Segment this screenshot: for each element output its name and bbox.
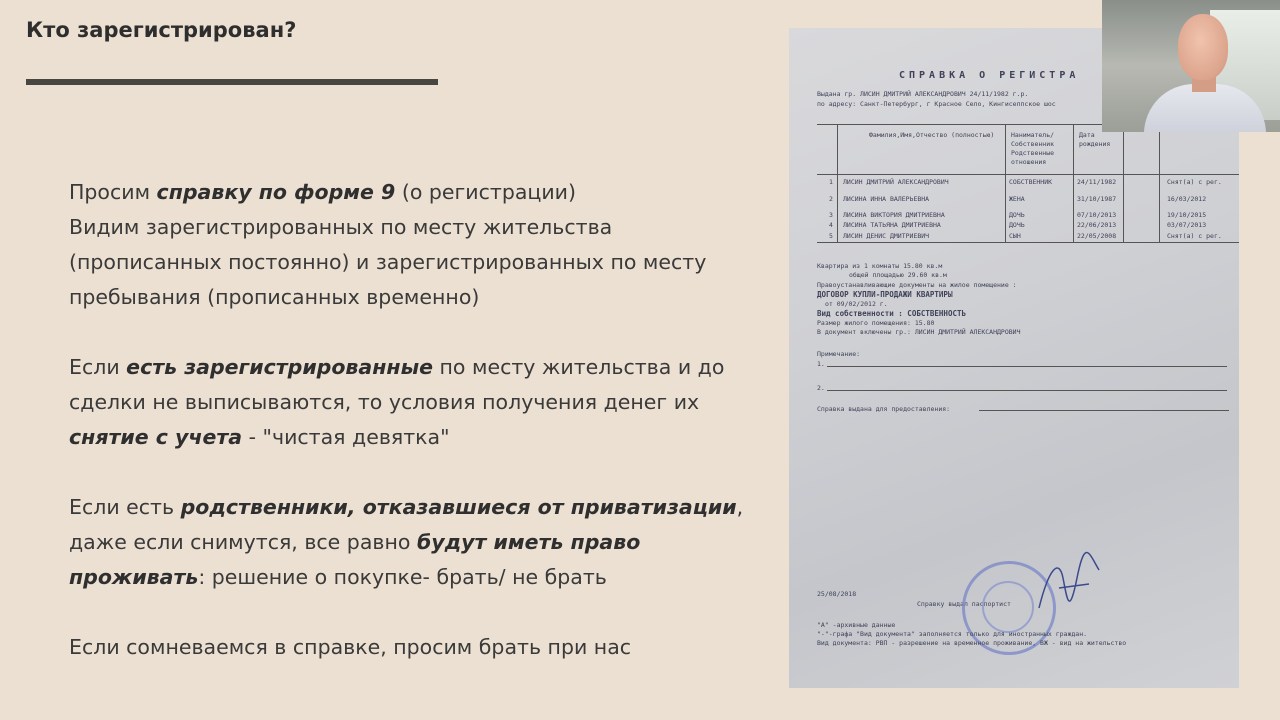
doc-basis: ДОГОВОР КУПЛИ-ПРОДАЖИ КВАРТИРЫ xyxy=(817,290,953,299)
doc-row-date: 31/10/1987 xyxy=(1077,195,1117,203)
doc-row-reg: Снят(а) с рег. xyxy=(1167,232,1222,240)
doc-header: СПРАВКА О РЕГИСТРА xyxy=(899,70,1080,81)
doc-col-fio: Фамилия,Имя,Отчество (полностью) xyxy=(869,131,995,139)
doc-row-name: ЛИСИНА ВИКТОРИЯ ДМИТРИЕВНА xyxy=(843,211,945,219)
paragraph-2 xyxy=(69,350,769,455)
p2-text-c: по месту жительства и до сделки не выписываются, то условия получения денег их xyxy=(69,355,725,414)
doc-issued-by: Справку выдал паспортист xyxy=(917,600,1011,608)
p3-text-e: : решение о покупке- брать/ не брать xyxy=(198,565,607,589)
doc-row-date: 22/05/2008 xyxy=(1077,232,1117,240)
doc-ownership: Вид собственности : СОБСТВЕННОСТЬ xyxy=(817,309,967,318)
doc-row-number: 2 xyxy=(829,195,833,203)
slide-body xyxy=(69,175,769,665)
doc-col-birth: Дата рождения xyxy=(1079,131,1111,148)
p3-text-a: Если есть xyxy=(69,495,181,519)
doc-row-relation: СЫН xyxy=(1009,232,1021,240)
doc-row-number: 3 xyxy=(829,211,833,219)
doc-date: 25/08/2018 xyxy=(817,590,857,598)
doc-row-name: ЛИСИН ДЕНИС ДМИТРИЕВИЧ xyxy=(843,232,930,240)
doc-col-relation: Наниматель/ Собственник Родственные отношения xyxy=(1011,131,1055,166)
doc-row-reg: 19/10/2015 xyxy=(1167,211,1207,219)
doc-basis-date: от 09/02/2012 г. xyxy=(825,300,888,308)
doc-row-relation: СОБСТВЕННИК xyxy=(1009,178,1053,186)
paragraph-3 xyxy=(69,490,769,595)
p1-text-a: Просим xyxy=(69,180,157,204)
p2-emphasis-2: снятие с учета xyxy=(69,425,243,449)
title-underline xyxy=(26,79,438,85)
doc-notes-line xyxy=(827,390,1227,391)
p3-emphasis-1: родственники, отказавшиеся от приватизации xyxy=(180,495,737,519)
doc-total-area: общей площадью 29.60 кв.м xyxy=(849,271,947,279)
doc-row-number: 4 xyxy=(829,221,833,229)
presenter-head xyxy=(1178,14,1228,80)
doc-footnote-2: "-"-графа "Вид документа" заполняется только для иностранных граждан. xyxy=(817,630,1088,638)
doc-size: Размер жилого помещения: 15.80 xyxy=(817,319,935,327)
signature xyxy=(1029,548,1109,628)
doc-row-relation: ДОЧЬ xyxy=(1009,211,1025,219)
doc-row-relation: ДОЧЬ xyxy=(1009,221,1025,229)
p1-emphasis: справку по форме 9 xyxy=(156,180,396,204)
doc-row-number: 1 xyxy=(829,178,833,186)
slide-title: Кто зарегистрирован? xyxy=(26,18,297,42)
paragraph-4: Если сомневаемся в справке, просим брать при нас xyxy=(69,635,632,659)
doc-address: по адресу: Санкт-Петербург, г Красное Село, Кингисеппское шос xyxy=(817,100,1056,108)
doc-notes-line xyxy=(827,366,1227,367)
doc-living-space: Квартира из 1 комнаты 15.80 кв.м xyxy=(817,262,943,270)
p1-text-d: Видим зарегистрированных по месту жительства (прописанных постоянно) и зарегистрированных по месту пребывания (прописанных временно) xyxy=(69,215,707,309)
p2-text-e: - "чистая девятка" xyxy=(242,425,450,449)
p1-text-c: (о регистрации) xyxy=(395,180,576,204)
paragraph-1 xyxy=(69,175,769,315)
doc-row-relation: ЖЕНА xyxy=(1009,195,1025,203)
p2-emphasis-1: есть зарегистрированные xyxy=(126,355,434,379)
doc-included: В документ включены гр.: ЛИСИН ДМИТРИЙ АЛЕКСАНДРОВИЧ xyxy=(817,328,1021,336)
doc-row-name: ЛИСИН ДМИТРИЙ АЛЕКСАНДРОВИЧ xyxy=(843,178,949,186)
table-header-rule xyxy=(817,174,1239,175)
doc-notes-2: 2. xyxy=(817,384,825,392)
doc-issued-to: Выдана гр. ЛИСИН ДМИТРИЙ АЛЕКСАНДРОВИЧ 24/11/1982 г.р. xyxy=(817,90,1029,98)
doc-basis-label: Правоустанавливающие документы на жилое помещение : xyxy=(817,281,1017,289)
table-col-divider xyxy=(1073,124,1074,242)
doc-row-name: ЛИСИНА ТАТЬЯНА ДМИТРИЕВНА xyxy=(843,221,941,229)
table-bottom-rule xyxy=(817,242,1239,243)
webcam-overlay xyxy=(1102,0,1280,132)
doc-row-reg: 16/03/2012 xyxy=(1167,195,1207,203)
doc-row-number: 5 xyxy=(829,232,833,240)
doc-purpose: Справка выдана для предоставления: xyxy=(817,405,951,413)
table-col-divider xyxy=(1123,124,1124,242)
doc-row-date: 07/10/2013 xyxy=(1077,211,1117,219)
doc-footnote-3: Вид документа: РВП - разрешение на временное проживание, ВЖ - вид на жительство xyxy=(817,639,1127,647)
doc-footnote-1: "А" -архивные данные xyxy=(817,621,896,629)
table-col-divider xyxy=(1159,124,1160,242)
doc-row-reg: Снят(а) с рег. xyxy=(1167,178,1222,186)
doc-notes-1: 1. xyxy=(817,360,825,368)
table-col-divider xyxy=(837,124,838,242)
table-col-divider xyxy=(1005,124,1006,242)
p3-text-c: , даже если снимутся, все равно xyxy=(69,495,744,554)
doc-row-date: 22/06/2013 xyxy=(1077,221,1117,229)
p3-emphasis-2: будут иметь право проживать xyxy=(69,530,641,589)
p2-text-a: Если xyxy=(69,355,127,379)
doc-purpose-line xyxy=(979,410,1229,411)
doc-row-reg: 03/07/2013 xyxy=(1167,221,1207,229)
doc-row-name: ЛИСИНА ИННА ВАЛЕРЬЕВНА xyxy=(843,195,930,203)
doc-notes-label: Примечание: xyxy=(817,350,861,358)
doc-row-date: 24/11/1982 xyxy=(1077,178,1117,186)
